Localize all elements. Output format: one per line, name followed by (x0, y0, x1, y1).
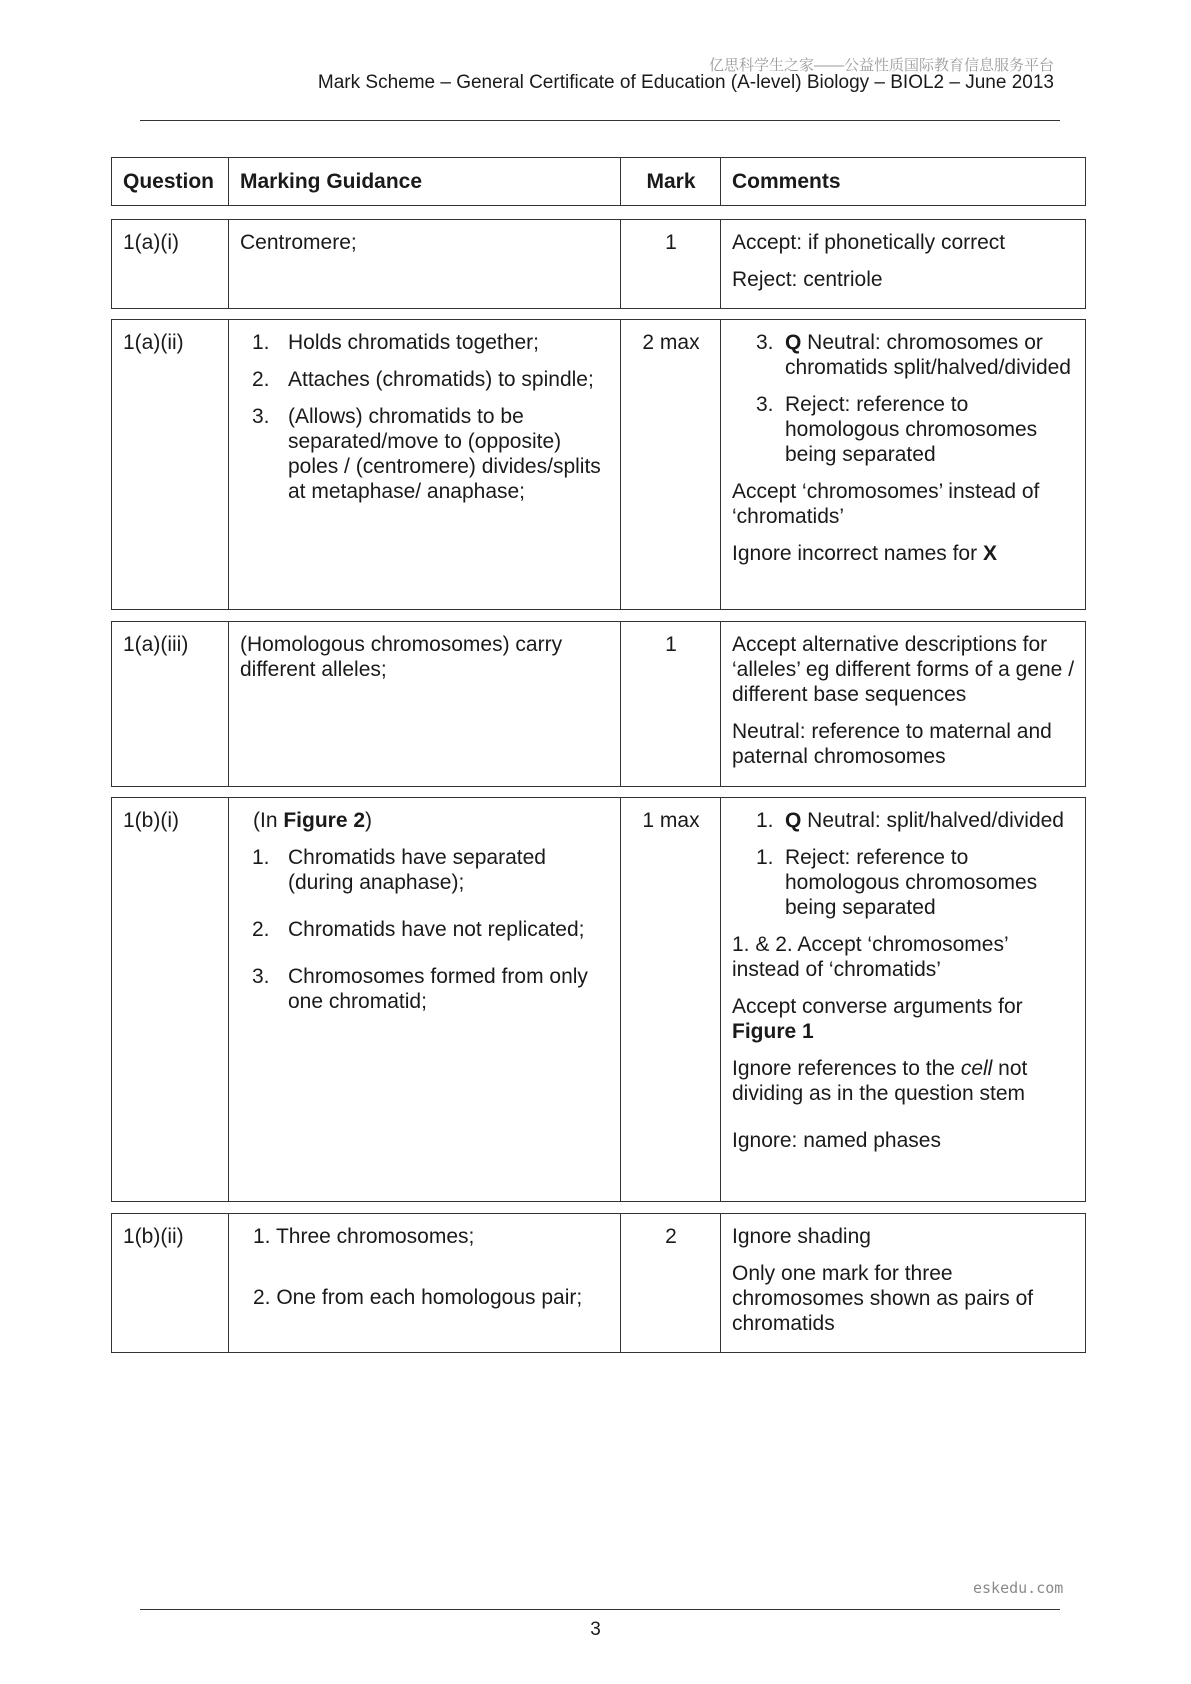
footer-site: eskedu.com (973, 1579, 1064, 1597)
comment-item: 3. Reject: reference to homologous chromosomes being separated (756, 393, 1038, 466)
comments-cell (721, 622, 1086, 787)
mark-value: 1 (621, 220, 721, 309)
comment-line: Accept ‘chromosomes’ instead of ‘chromatids’ (732, 480, 1040, 528)
table-row (111, 319, 1086, 610)
comment-item: 1. Reject: reference to homologous chromosomes being separated (756, 846, 1038, 919)
header-question: Question (112, 158, 229, 206)
footer-rule (140, 1609, 1060, 1610)
comment-line: Reject: centriole (732, 268, 883, 291)
comment-line: 1. & 2. Accept ‘chromosomes’ instead of ‘chromatids’ (732, 933, 1008, 981)
comment-line: Ignore references to the cell not dividing as in the question stem (732, 1057, 1028, 1105)
header-guidance: Marking Guidance (229, 158, 621, 206)
comment-line: Ignore shading (732, 1225, 871, 1248)
guidance-item: 3. Chromosomes formed from only one chromatid; (252, 965, 588, 1013)
question-id: 1(b)(i) (112, 798, 229, 1202)
guidance-intro: (In Figure 2) (253, 809, 373, 832)
guidance-item: 3. (Allows) chromatids to be separated/move to (opposite) poles / (centromere) divides/splits at metaphase/ anaphase; (252, 405, 601, 503)
table-row (111, 621, 1086, 787)
guidance-item: 1. Three chromosomes; (253, 1225, 475, 1248)
marking-guidance (229, 1214, 621, 1353)
comment-line: Ignore incorrect names for X (732, 542, 997, 565)
question-id: 1(a)(i) (112, 220, 229, 309)
comment-item: 1. Q Neutral: split/halved/divided (756, 809, 1064, 832)
question-id: 1(b)(ii) (112, 1214, 229, 1353)
marking-guidance: Centromere; (229, 220, 621, 309)
question-id: 1(a)(iii) (112, 622, 229, 787)
mark-value: 2 (621, 1214, 721, 1353)
marking-guidance (229, 798, 621, 1202)
header-rule (140, 120, 1060, 121)
comment-line: Neutral: reference to maternal and paternal chromosomes (732, 720, 1052, 768)
table-row (111, 797, 1086, 1202)
table-header (111, 157, 1086, 206)
comment-line: Ignore: named phases (732, 1129, 941, 1152)
marking-guidance (229, 320, 621, 610)
comment-item: 3. Q Neutral: chromosomes or chromatids split/halved/divided (756, 331, 1071, 379)
comment-line: Only one mark for three chromosomes shown as pairs of chromatids (732, 1262, 1034, 1335)
mark-value: 1 max (621, 798, 721, 1202)
header-watermark: 亿思科学生之家——公益性质国际教育信息服务平台 (708, 57, 1054, 74)
comments-cell (721, 1214, 1086, 1353)
document-title: Mark Scheme – General Certificate of Education (A-level) Biology – BIOL2 – June 2013 (317, 72, 1054, 93)
comments-cell (721, 798, 1086, 1202)
comments-cell (721, 220, 1086, 309)
guidance-item: 2. Chromatids have not replicated; (252, 918, 585, 941)
guidance-item: 2. Attaches (chromatids) to spindle; (252, 368, 594, 391)
guidance-item: 1. Holds chromatids together; (252, 331, 539, 354)
table-row (111, 1213, 1086, 1353)
comment-line: Accept alternative descriptions for ‘alleles’ eg different forms of a gene / different base sequences (732, 633, 1075, 706)
table-row (111, 219, 1086, 309)
comments-cell (721, 320, 1086, 610)
page-number: 3 (590, 1619, 601, 1640)
question-id: 1(a)(ii) (112, 320, 229, 610)
header-mark: Mark (621, 158, 721, 206)
comment-line: Accept converse arguments for Figure 1 (732, 995, 1023, 1043)
mark-value: 1 (621, 622, 721, 787)
guidance-item: 2. One from each homologous pair; (253, 1286, 583, 1309)
comment-line: Accept: if phonetically correct (732, 231, 1006, 254)
guidance-item: 1. Chromatids have separated (during anaphase); (252, 846, 546, 894)
header-comments: Comments (721, 158, 1086, 206)
marking-guidance: (Homologous chromosomes) carry different alleles; (229, 622, 621, 787)
mark-value: 2 max (621, 320, 721, 610)
